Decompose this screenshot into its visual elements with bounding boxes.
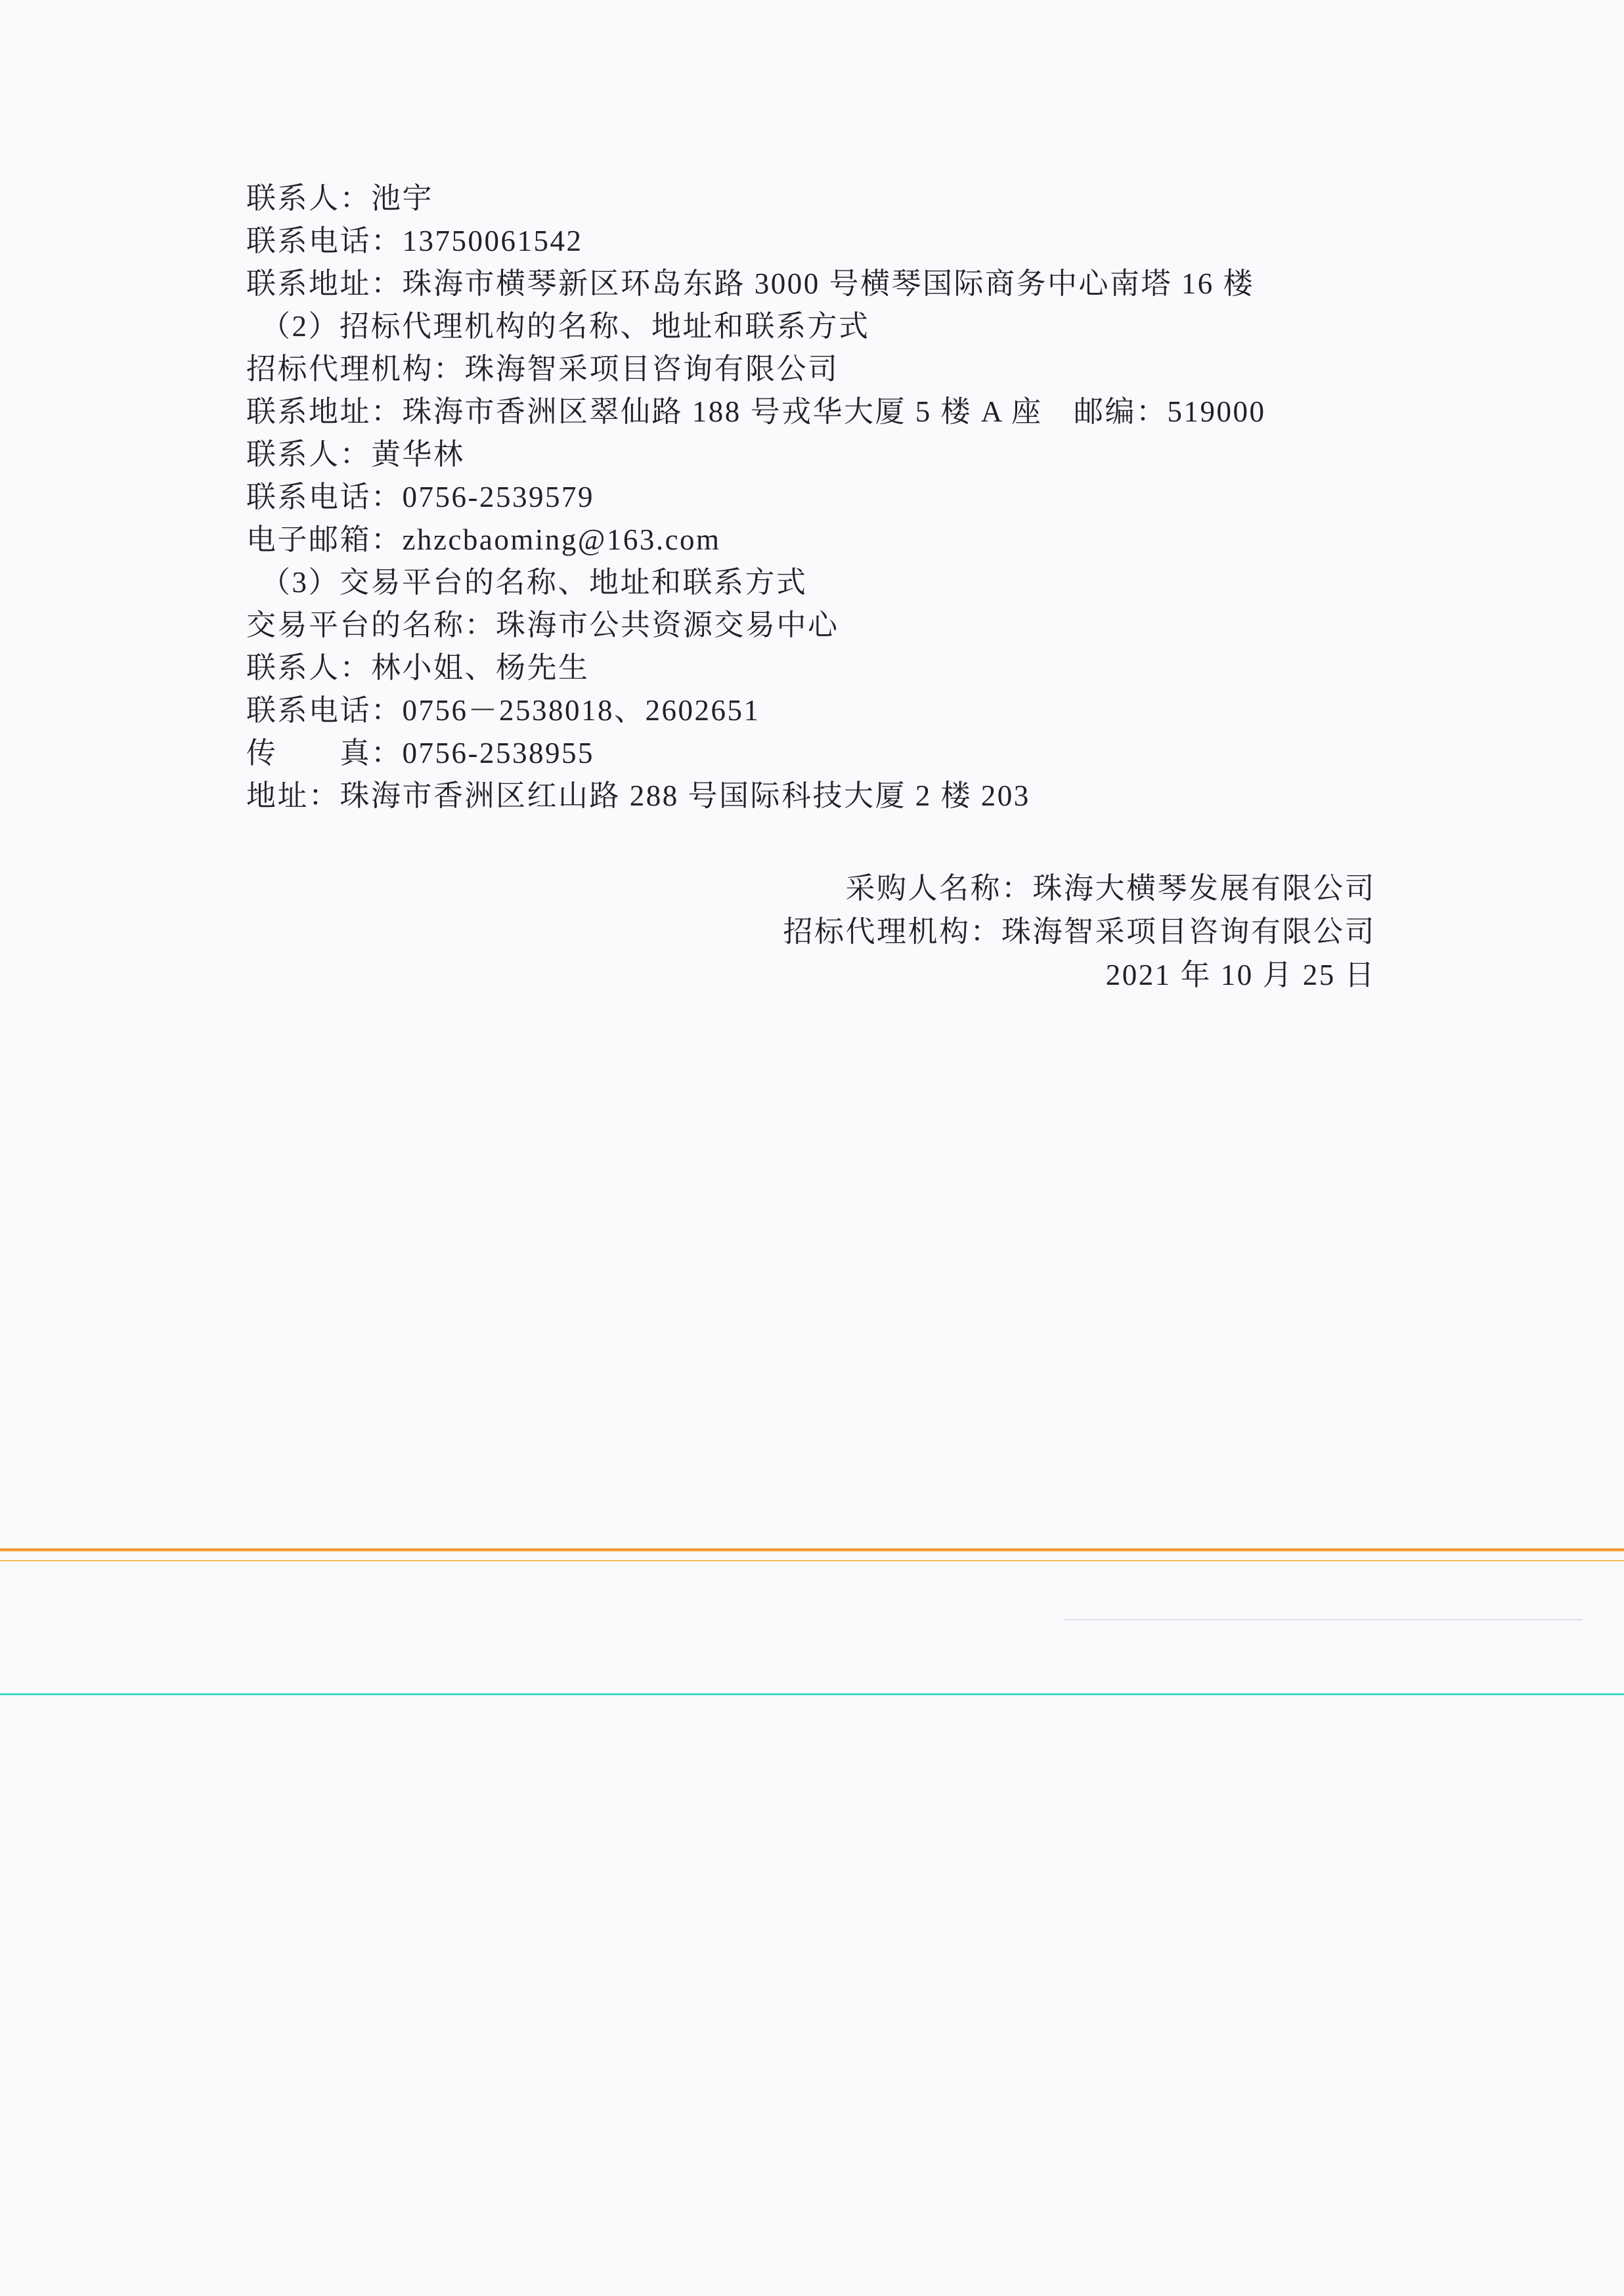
document-line: 联系地址：珠海市横琴新区环岛东路 3000 号横琴国际商务中心南塔 16 楼 — [246, 267, 1255, 300]
faint-scan-line — [1064, 1619, 1583, 1620]
signature-line: 招标代理机构：珠海智采项目咨询有限公司 — [783, 915, 1376, 948]
document-line: 联系人：林小姐、杨先生 — [246, 651, 590, 684]
orange-rule-thick — [0, 1548, 1624, 1551]
document-line: 联系电话：0756－2538018、2602651 — [246, 694, 760, 727]
orange-rule-thin — [0, 1560, 1624, 1561]
signature-line: 采购人名称：珠海大横琴发展有限公司 — [845, 872, 1376, 905]
document-line: 联系地址：珠海市香洲区翠仙路 188 号戎华大厦 5 楼 A 座 邮编：519000 — [246, 395, 1266, 428]
document-line: 联系人：黄华林 — [246, 438, 465, 471]
contact-info-block — [246, 177, 1415, 817]
signature-block — [783, 867, 1376, 997]
document-line: 电子邮箱：zhzcbaoming@163.com — [246, 523, 721, 556]
document-line: 联系电话：13750061542 — [246, 225, 583, 257]
document-line: 地址：珠海市香洲区红山路 288 号国际科技大厦 2 楼 203 — [246, 779, 1030, 812]
document-line: （2）招标代理机构的名称、地址和联系方式 — [261, 310, 870, 343]
cyan-rule — [0, 1693, 1624, 1695]
document-line: 传 真：0756-2538955 — [246, 737, 594, 769]
document-line: 联系人：池宇 — [246, 182, 434, 215]
document-line: 招标代理机构：珠海智采项目咨询有限公司 — [246, 353, 839, 385]
document-line: 联系电话：0756-2539579 — [246, 481, 594, 513]
document-line: （3）交易平台的名称、地址和联系方式 — [261, 566, 808, 599]
document-line: 交易平台的名称：珠海市公共资源交易中心 — [246, 609, 839, 641]
signature-line: 2021 年 10 月 25 日 — [1105, 959, 1376, 991]
